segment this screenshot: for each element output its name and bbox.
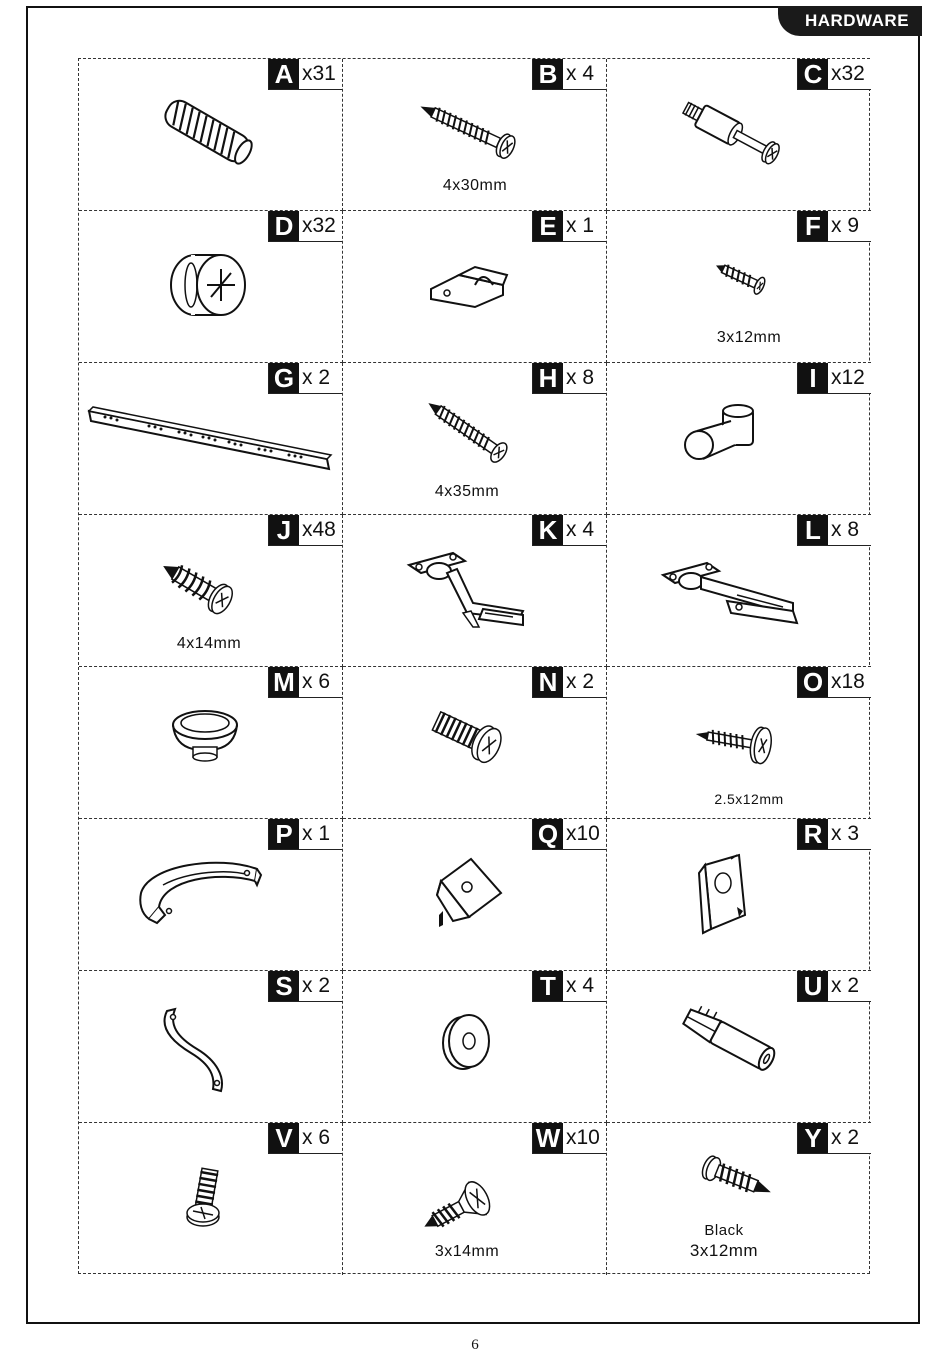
part-letter: T: [533, 971, 563, 1001]
short-screw-icon: [79, 541, 343, 645]
shelf-pin-icon: [607, 389, 871, 493]
part-cell-n: [343, 667, 607, 819]
part-cell-r: [607, 819, 871, 971]
part-cell-o: [607, 667, 871, 819]
hinge-icon: [343, 541, 607, 645]
part-cell-e: [343, 211, 607, 363]
part-cell-b: [343, 59, 607, 211]
part-letter: E: [533, 211, 563, 241]
part-quantity: x32: [828, 59, 871, 89]
hanger-plate-icon: [607, 845, 871, 949]
part-quantity: x 6: [299, 1123, 342, 1153]
wood-screw-icon: [343, 85, 607, 189]
part-cell-t: [343, 971, 607, 1123]
part-cell-j: [79, 515, 343, 667]
part-cell-i: [607, 363, 871, 515]
part-letter: G: [269, 363, 299, 393]
part-size: 4x35mm: [434, 483, 500, 500]
cam-bolt-icon: [607, 85, 871, 189]
part-quantity: x 4: [563, 971, 606, 1001]
part-quantity: x 6: [299, 667, 342, 697]
part-letter: H: [533, 363, 563, 393]
part-letter: F: [798, 211, 828, 241]
part-cell-a: [79, 59, 343, 211]
part-letter: N: [533, 667, 563, 697]
pan-head-screw-icon: [607, 693, 871, 797]
part-color-note: Black: [704, 1222, 744, 1239]
machine-screw-icon: [79, 1149, 343, 1253]
part-cell-f: [607, 211, 871, 363]
hardware-grid: [78, 58, 870, 1274]
part-quantity: x 3: [828, 819, 871, 849]
part-cell-p: [79, 819, 343, 971]
part-letter: L: [798, 515, 828, 545]
part-quantity: x32: [299, 211, 342, 241]
page-number: 6: [471, 1337, 479, 1353]
part-cell-y: [607, 1123, 871, 1275]
part-quantity: x10: [563, 819, 606, 849]
corner-block-icon: [343, 845, 607, 949]
part-letter: Q: [533, 819, 563, 849]
part-quantity: x10: [563, 1123, 606, 1153]
part-cell-k: [343, 515, 607, 667]
part-letter: V: [269, 1123, 299, 1153]
part-cell-g: [79, 363, 343, 515]
part-letter: S: [269, 971, 299, 1001]
drawer-rail-icon: [79, 389, 343, 493]
part-quantity: x 8: [828, 515, 871, 545]
part-size: 4x30mm: [442, 177, 508, 194]
part-letter: A: [269, 59, 299, 89]
part-letter: Y: [798, 1123, 828, 1153]
hardware-tab: HARDWARE: [778, 6, 922, 36]
part-cell-v: [79, 1123, 343, 1275]
part-quantity: x 4: [563, 515, 606, 545]
part-quantity: x 8: [563, 363, 606, 393]
part-cell-h: [343, 363, 607, 515]
part-quantity: x31: [299, 59, 342, 89]
part-letter: U: [798, 971, 828, 1001]
part-size: 3x12mm: [689, 1241, 759, 1260]
cup-handle-icon: [79, 845, 343, 949]
part-size: 3x14mm: [434, 1243, 500, 1260]
part-quantity: x 9: [828, 211, 871, 241]
small-screw-icon: [607, 237, 871, 341]
part-quantity: x 4: [563, 59, 606, 89]
part-quantity: x 1: [299, 819, 342, 849]
part-cell-u: [607, 971, 871, 1123]
part-cell-q: [343, 819, 607, 971]
part-quantity: x 2: [563, 667, 606, 697]
part-letter: M: [269, 667, 299, 697]
part-quantity: x18: [828, 667, 871, 697]
part-letter: D: [269, 211, 299, 241]
part-size: 2.5x12mm: [714, 791, 784, 807]
part-cell-s: [79, 971, 343, 1123]
part-quantity: x 2: [299, 363, 342, 393]
part-quantity: x 2: [828, 1123, 871, 1153]
part-letter: P: [269, 819, 299, 849]
part-quantity: x12: [828, 363, 871, 393]
part-letter: C: [798, 59, 828, 89]
washer-icon: [343, 997, 607, 1101]
part-cell-d: [79, 211, 343, 363]
cam-lock-icon: [79, 237, 343, 341]
knob-icon: [79, 693, 343, 797]
dowel-icon: [79, 85, 343, 189]
bracket-clip-icon: [343, 237, 607, 341]
part-cell-l: [607, 515, 871, 667]
part-quantity: x48: [299, 515, 342, 545]
part-letter: R: [798, 819, 828, 849]
part-quantity: x 1: [563, 211, 606, 241]
wall-anchor-icon: [607, 997, 871, 1101]
part-letter: K: [533, 515, 563, 545]
part-size: 4x14mm: [176, 635, 242, 652]
part-quantity: x 2: [299, 971, 342, 1001]
hinge-straight-icon: [607, 541, 871, 645]
machine-screw-icon: [343, 693, 607, 797]
part-letter: W: [533, 1123, 563, 1153]
part-letter: I: [798, 363, 828, 393]
part-letter: J: [269, 515, 299, 545]
part-quantity: x 2: [828, 971, 871, 1001]
curved-strap-icon: [79, 997, 343, 1101]
wood-screw-icon: [343, 389, 607, 493]
flat-head-screw-icon: [343, 1149, 607, 1253]
part-cell-m: [79, 667, 343, 819]
part-size: 3x12mm: [716, 329, 782, 346]
part-letter: O: [798, 667, 828, 697]
part-letter: B: [533, 59, 563, 89]
part-cell-w: [343, 1123, 607, 1275]
part-cell-c: [607, 59, 871, 211]
